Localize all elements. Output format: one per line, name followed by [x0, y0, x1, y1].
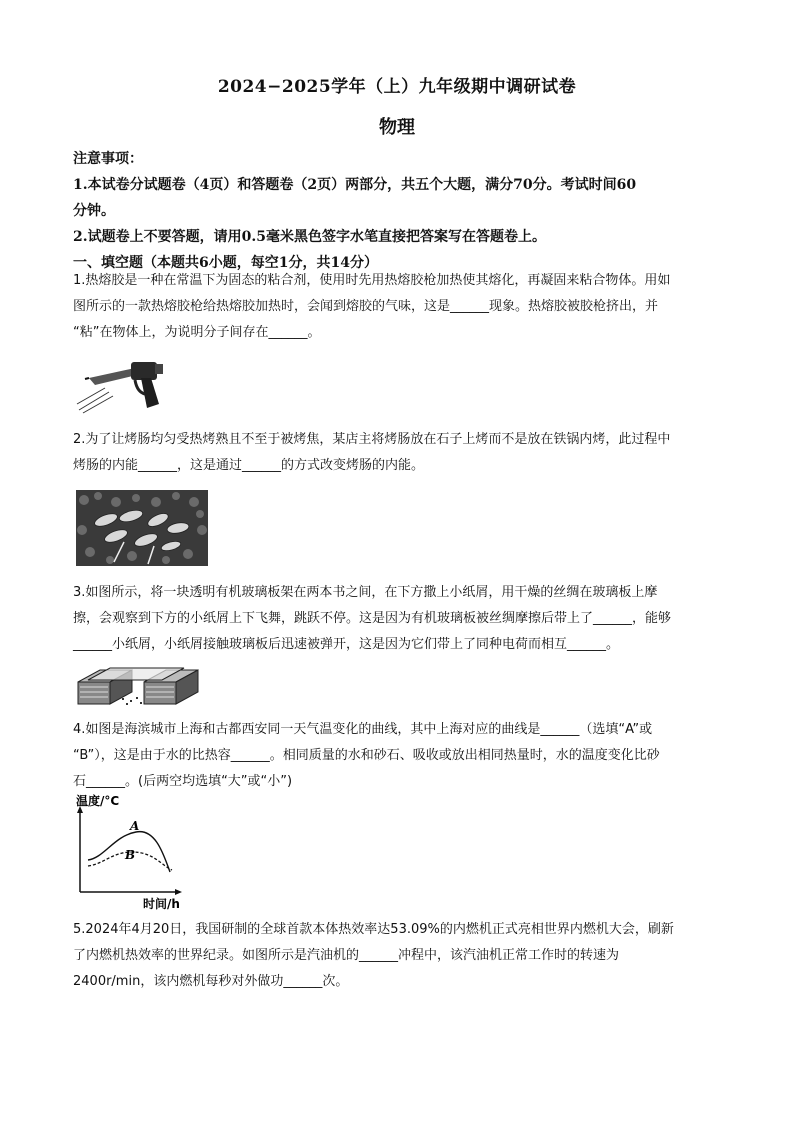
notes-block — [73, 146, 723, 276]
question-2 — [73, 427, 723, 479]
y-axis-label: 温度/°C — [76, 794, 120, 808]
section1-heading: 一、填空题（本题共6小题，每空1分，共14分） — [73, 255, 378, 271]
subject-title: 物理 — [379, 117, 415, 138]
q4-line-3: 石______。(后两空均选填“大”或“小”) — [73, 774, 293, 789]
sausage-stones-image — [76, 490, 208, 566]
notes-item-2: 2.试题卷上不要答题，请用0.5毫米黑色签字水笔直接把答案写在答题卷上。 — [73, 229, 546, 245]
q5-line-1: 5.2024年4月20日，我国研制的全球首款本体热效率达53.09%的内燃机正式亮相世界内燃机大会，刷新 — [73, 922, 674, 937]
q3-line-3: ______小纸屑，小纸屑接触玻璃板后迅速被弹开，这是因为它们带上了同种电荷而相互______。 — [73, 637, 620, 652]
notes-item-1b: 分钟。 — [73, 203, 115, 219]
q4-line-1: 4.如图是海滨城市上海和古都西安同一天气温变化的曲线，其中上海对应的曲线是______（选填“A”或 — [73, 722, 653, 737]
q5-line-3: 2400r/min，该内燃机每秒对外做功______次。 — [73, 974, 349, 989]
question-1 — [73, 268, 723, 346]
q2-line-2: 烤肠的内能______，这是通过______的方式改变烤肠的内能。 — [73, 458, 425, 473]
q4-line-2: “B”），这是由于水的比热容______。相同质量的水和砂石、吸收或放出相同热量时，水的温度变化比砂 — [73, 748, 660, 763]
q5-line-2: 了内燃机热效率的世界纪录。如图所示是汽油机的______冲程中，该汽油机正常工作时的转速为 — [73, 948, 620, 963]
notes-item-1a: 1.本试卷分试题卷（4页）和答题卷（2页）两部分，共五个大题，满分70分。考试时间60 — [73, 177, 637, 193]
question-3 — [73, 580, 723, 658]
notes-heading: 注意事项： — [73, 151, 143, 167]
q1-line-2: 图所示的一款热熔胶枪给热熔胶加热时，会闻到熔胶的气味，这是______现象。热熔胶被胶枪挤出，并 — [73, 299, 659, 314]
x-axis-arrow — [175, 889, 182, 895]
x-axis-label: 时间/h — [143, 897, 180, 911]
q1-line-3: “粘”在物体上，为说明分子间存在______。 — [73, 325, 321, 340]
q1-line-1: 1.热熔胶是一种在常温下为固态的粘合剂，使用时先用热熔胶枪加热使其熔化，再凝固来粘合物体。用如 — [73, 273, 671, 288]
question-5 — [73, 917, 723, 995]
curve-b-label: B — [125, 848, 136, 862]
temperature-graph — [74, 796, 190, 912]
q3-line-1: 3.如图所示，将一块透明有机玻璃板架在两本书之间，在下方撒上小纸屑，用干燥的丝绸在玻璃板上摩 — [73, 585, 658, 600]
exam-title: 2024−2025学年（上）九年级期中调研试卷 — [217, 77, 577, 97]
q2-line-1: 2.为了让烤肠均匀受热烤熟且不至于被烤焦，某店主将烤肠放在石子上烤而不是放在铁锅内烤，此过程中 — [73, 432, 671, 447]
q3-line-2: 擦，会观察到下方的小纸屑上下飞舞，跳跃不停。这是因为有机玻璃板被丝绸摩擦后带上了______，能够 — [73, 611, 672, 626]
glue-gun-image — [75, 352, 177, 414]
curve-a-label: A — [130, 819, 140, 833]
glass-plate-books-image — [74, 662, 201, 710]
question-4 — [73, 717, 723, 795]
